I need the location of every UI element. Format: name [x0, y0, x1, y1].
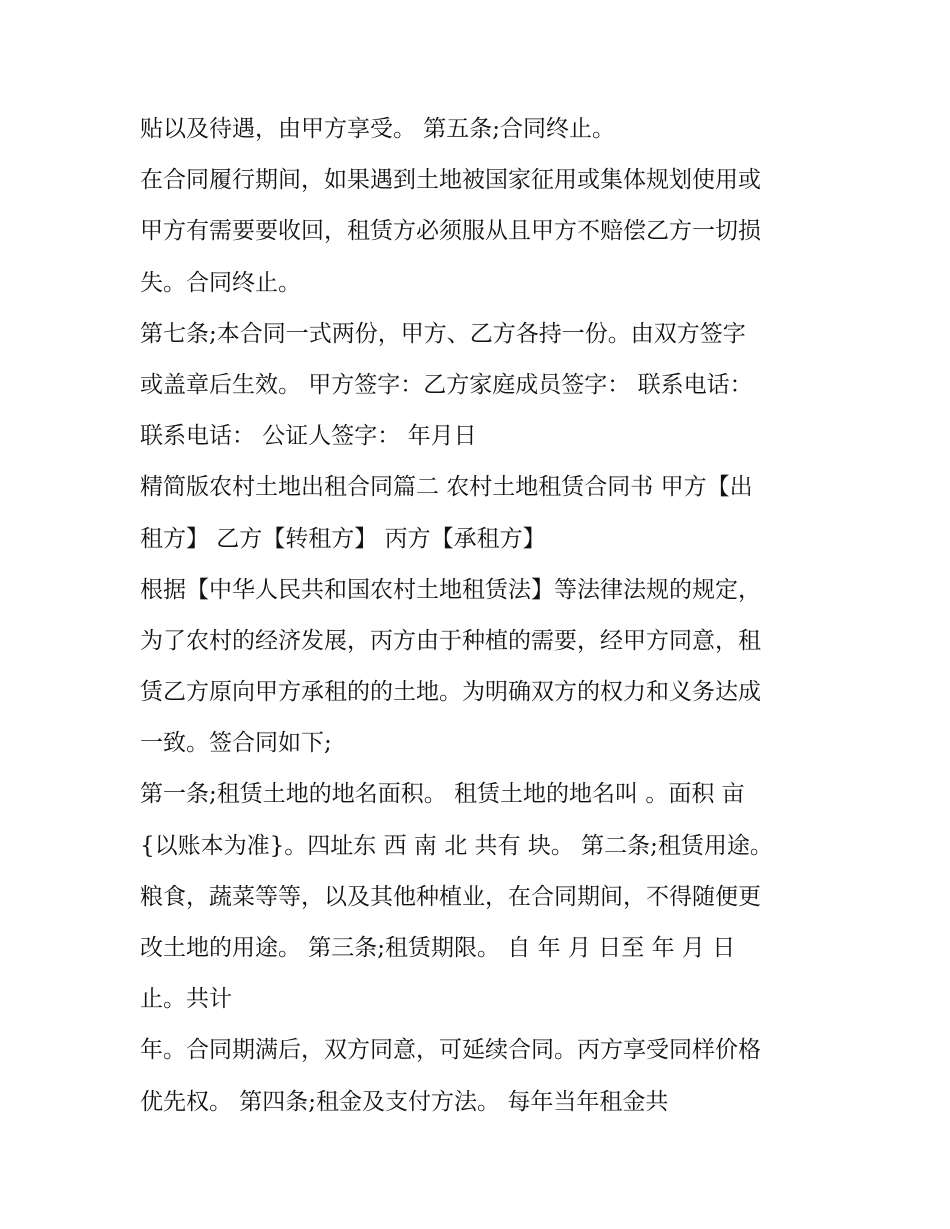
text-line: 在合同履行期间，如果遇到土地被国家征用或集体规划使用或 — [140, 167, 761, 194]
text-line: 为了农村的经济发展，丙方由于种植的需要，经甲方同意，租 — [140, 627, 761, 654]
text-line: 贴以及待遇，由甲方享受。 第五条;合同终止。 — [140, 116, 616, 142]
text-line: 第一条;租赁土地的地名面积。 租赁土地的地名叫 。面积 亩 — [140, 781, 745, 808]
text-line: 年。合同期满后，双方同意，可延续合同。丙方享受同样价格 — [140, 1037, 761, 1064]
text-line: {以账本为准}。四址东 西 南 北 共有 块。 第二条;租赁用途。 — [140, 832, 773, 859]
text-line: 甲方有需要要收回，租赁方必须服从且甲方不赔偿乙方一切损 — [140, 218, 761, 245]
document-body — [140, 104, 820, 1128]
text-line: 根据【中华人民共和国农村土地租赁法】等法律法规的规定， — [140, 576, 761, 603]
text-line: 改土地的用途。 第三条;租赁期限。 自 年 月 日至 年 月 日 — [140, 935, 736, 961]
text-line: 粮食，蔬菜等等，以及其他种植业，在合同期间，不得随便更 — [140, 883, 761, 910]
text-line: 失。合同终止。 — [140, 269, 301, 296]
text-line: 赁乙方原向甲方承租的的土地。为明确双方的权力和义务达成 — [140, 679, 761, 706]
text-line: 精简版农村土地出租合同篇二 农村土地租赁合同书 甲方【出 — [140, 474, 753, 501]
text-line: 联系电话： 公证人签字： 年月日 — [140, 423, 477, 450]
text-line: 或盖章后生效。 甲方签字：乙方家庭成员签字： 联系电话： — [140, 371, 753, 398]
text-line: 一致。签合同如下; — [140, 730, 332, 757]
text-line: 优先权。 第四条;租金及支付方法。 每年当年租金共 — [140, 1088, 669, 1115]
text-line: 止。共计 — [140, 986, 232, 1013]
text-line: 第七条;本合同一式两份，甲方、乙方各持一份。由双方签字 — [140, 320, 746, 347]
text-line: 租方】 乙方【转租方】 丙方【承租方】 — [140, 525, 546, 552]
